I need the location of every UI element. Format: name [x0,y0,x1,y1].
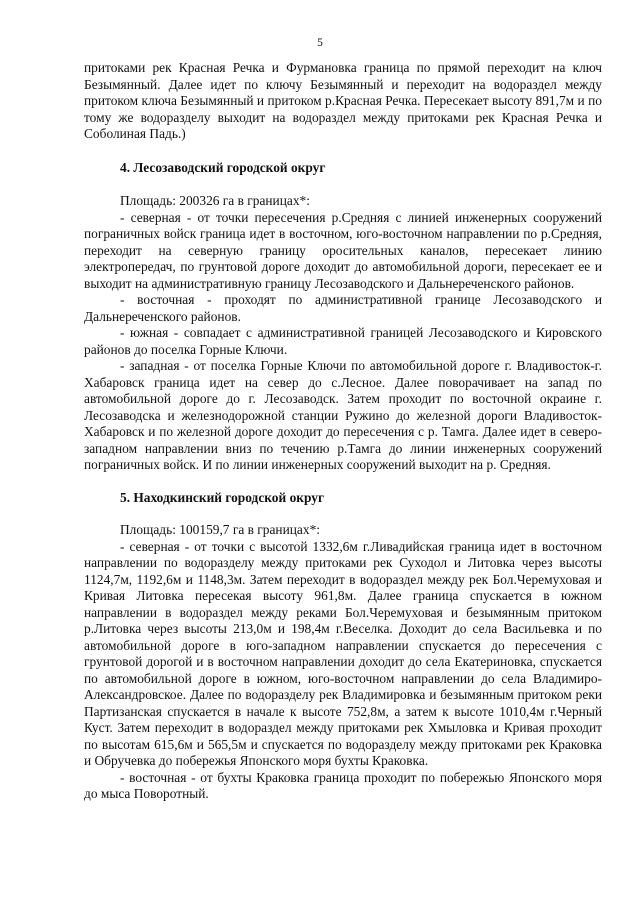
section-area-lesozavodsk: Площадь: 200326 га в границах*: [120,193,310,208]
boundary-east-lesozavodsk: - восточная - проходят по административной границе Лесозаводского и Дальнереченского районов. [84,292,602,324]
boundary-north-nakhodka: - северная - от точки с высотой 1332,6м г.Ливадийская граница идет в восточном направлении по водоразделу между притоками рек Суходол и Литовка через высоты 1124,7м, 1192,6м и 1148,3м. Затем переходит в водораздел между рек Бол.Черемуховая и Кривая Литовка пересекая высоту 961,8м. Далее граница спускается в южном направлении в водораздел между реками Бол.Черемуховая и безымянным притоком р.Литовка через высоты 213,0м и 198,4м г.Веселка. Доходит до села Васильевка и по автомобильной дороге в юго-западном направлении спускается до пересечения с грунтовой дорогой и в восточном направлении доходит до села Екатериновка, спускается по автомобильной дороге в южном, юго-восточном направлении до села Владимиро-Александровское. Далее по водоразделу рек Владимировка и безымянным притоком реки Партизанская спускается в начале к высоте 752,8м, а затем к высоте 1010,4м г.Черный Куст. Затем переходит в водораздел между притоками рек Хмыловка и Кривая проходит по высотам 615,6м и 565,5м и спускается по водоразделу между притоками рек Краковка и Обручевка до побережья Японского моря бухты Краковка. [84,538,602,768]
section-heading-lesozavodsk: 4. Лесозаводский городской округ [120,159,326,175]
page-number: 5 [317,37,323,49]
section-heading-nakhodka: 5. Находкинский городской округ [120,489,325,505]
boundary-south-lesozavodsk: - южная - совпадает с административной границей Лесозаводского и Кировского районов до поселка Горные Ключи. [84,325,602,357]
page-content [84,60,602,803]
boundary-east-nakhodka: - восточная - от бухты Краковка граница проходит по побережью Японского моря до мыса Поворотный. [84,769,602,801]
boundary-north-lesozavodsk: - северная - от точки пересечения р.Средняя с линией инженерных сооружений пограничных войск граница идет в восточном, юго-восточном направлении по р.Средняя, переходит на северную границу оросительных каналов, пересекает линию электропередач, по грунтовой дороге доходит до автомобильной дороги, пересекает ее и выходит на административную границу Лесозаводского и Дальнереченского районов. [84,209,602,291]
intro-paragraph: притоками рек Красная Речка и Фурмановка граница по прямой переходит на ключ Безымянный. Далее идет по ключу Безымянный и переходит на водораздел между притоком ключа Безымянный и притоком р.Красная Речка. Пересекает высоту 891,7м и по тому же водоразделу выходит на водораздел между притоками рек Красная Речка и Соболиная Падь.) [84,60,602,141]
section-area-nakhodka: Площадь: 100159,7 га в границах*: [120,522,320,537]
boundary-west-lesozavodsk: - западная - от поселка Горные Ключи по автомобильной дороге г. Владивосток-г. Хабаровск граница идет на север до с.Лесное. Далее поворачивает на запад по автомобильной дороге до г. Лесозаводск. Затем проходит по восточной окраине г. Лесозаводска и железнодорожной станции Ружино до железной дороги Владивосток- Хабаровск и по железной дороге доходит до пересечения с р. Тамга. Далее идет в северо-западном направлении вниз по течению р.Тамга до линии инженерных сооружений пограничных войск. И по линии инженерных сооружений выходит на р. Средняя. [84,358,602,472]
